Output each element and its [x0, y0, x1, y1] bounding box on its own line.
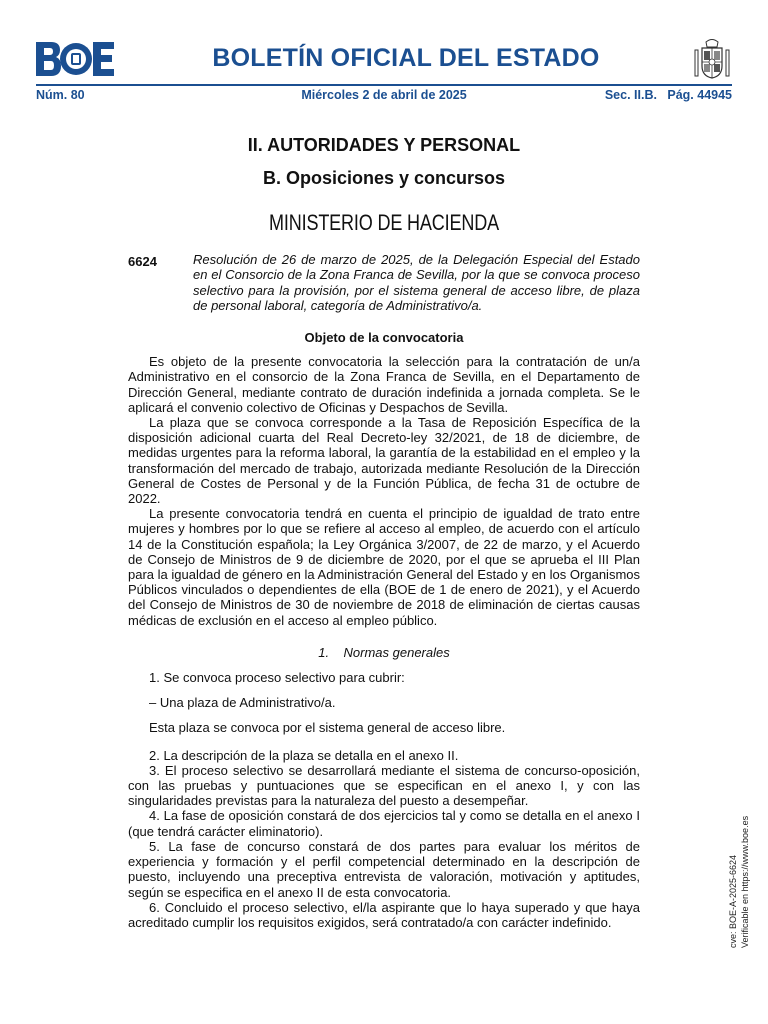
entry-number: 6624 — [128, 254, 157, 269]
list-item-3: 3. El proceso selectivo se desarrollará mediante el sistema de concurso-oposición, con las pruebas y puntuaciones que se especifican en el anexo I, y con las singularidades previstas para la naturaleza del puesto a desempeñar. — [128, 762, 640, 809]
paragraph-1: Es objeto de la presente convocatoria la selección para la contratación de un/a Administrativo en el consorcio de la Zona Franca de Sevilla, en el Departamento de Dirección General, mediante contrato de duración indefinida a jornada completa. Se le aplicará el convenio colectivo de Oficinas y Despachos de Sevilla. — [128, 354, 640, 415]
document-body — [128, 330, 640, 930]
verify-link[interactable]: Verificable en https://www.boe.es — [740, 815, 750, 948]
entry-summary: Resolución de 26 de marzo de 2025, de la Delegación Especial del Estado en el Consorcio de la Zona Franca de Sevilla, por la que se convoca proceso selectivo para la provisión, por el sistema general de acceso libre, de plaza de personal laboral, categoría de Administrativo/a. — [193, 252, 640, 313]
list-item-2: 2. La descripción de la plaza se detalla en el anexo II. — [149, 747, 459, 763]
access-note: Esta plaza se convoca por el sistema general de acceso libre. — [149, 720, 506, 736]
section-page: Sec. II.B. Pág. 44945 — [604, 88, 732, 102]
bulletin-title: BOLETÍN OFICIAL DEL ESTADO — [212, 44, 600, 72]
cve-code: cve: BOE-A-2025-6624 — [728, 854, 738, 948]
coat-of-arms-icon — [692, 38, 732, 80]
boe-logo — [36, 42, 114, 76]
issue-date: Miércoles 2 de abril de 2025 — [301, 88, 467, 102]
list-item-4: 4. La fase de oposición constará de dos ejercicios tal y como se detalla en el anexo I (que tendrá carácter eliminatorio). — [128, 808, 640, 839]
header-rule — [36, 84, 732, 86]
issue-number: Núm. 80 — [36, 88, 85, 102]
ministry-heading: MINISTERIO DE HACIENDA — [269, 210, 499, 235]
dash-item: – Una plaza de Administrativo/a. — [149, 695, 336, 711]
section-1-title: 1. Normas generales — [318, 644, 450, 660]
header-meta — [36, 88, 732, 104]
paragraph-2: La plaza que se convoca corresponde a la Tasa de Reposición Específica de la disposición adicional cuarta del Real Decreto-ley 32/2021, de 18 de diciembre, de medidas urgentes para la reforma laboral, la garantía de la estabilidad en el empleo y la transformación del mercado de trabajo, autorizada mediante Resolución de la Dirección General de Costes de Personal y de la Función Pública, de fecha 31 de octubre de 2022. — [128, 415, 640, 507]
objeto-title: Objeto de la convocatoria — [304, 330, 464, 345]
verification-sidebar — [727, 708, 753, 948]
subsection-heading: B. Oposiciones y concursos — [262, 168, 506, 188]
page-header — [36, 38, 732, 84]
list-item-6: 6. Concluido el proceso selectivo, el/la aspirante que lo haya superado y que haya acreditado cumplir los requisitos exigidos, será contratado/a con carácter indefinido. — [128, 899, 640, 930]
list-item-5: 5. La fase de concurso constará de dos partes para evaluar los méritos de experiencia y formación y el perfil competencial determinado en la descripción de puesto, incluyendo una preceptiva entrevista de valoración, motivación y aptitudes, según se especifica en el anexo II de esta convocatoria. — [128, 838, 640, 900]
section-heading: II. AUTORIDADES Y PERSONAL — [247, 135, 521, 155]
paragraph-3: La presente convocatoria tendrá en cuenta el principio de igualdad de trato entre mujeres y hombres por lo que se refiere al acceso al empleo, de acuerdo con el artículo 14 de la Constitución española; la Ley Orgánica 3/2007, de 22 de marzo, y el Acuerdo de Consejo de Ministros de 9 de diciembre de 2020, por el que se aprueba el III Plan para la igualdad de género en la Administración General del Estado y en los Organismos Públicos vinculados o dependientes de ella (BOE de 1 de enero de 2021), y el Acuerdo del Consejo de Ministros de 30 de noviembre de 2018 de eliminación de ciertas causas médicas de exclusión en el acceso al empleo público. — [128, 506, 640, 628]
list-item-1: 1. Se convoca proceso selectivo para cubrir: — [149, 670, 405, 686]
